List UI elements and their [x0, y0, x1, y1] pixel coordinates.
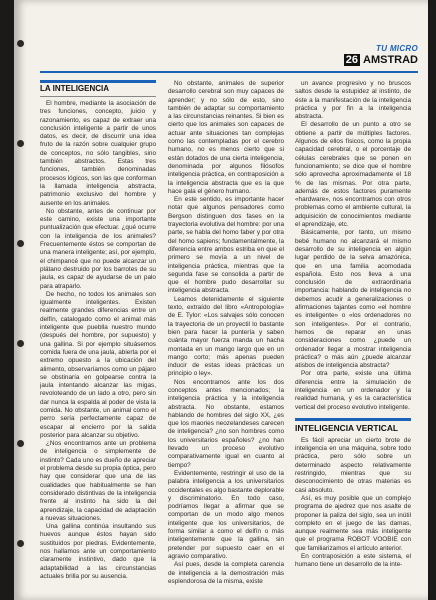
page-number: 26 — [345, 54, 358, 66]
paragraph: Por otra parte, existe una última diferencia entre la simulación de inteligencia en un ordenador y la realidad humana, y es la característica vertical del proceso evolutivo inteligente. — [295, 370, 411, 411]
paragraph: Una gallina continúa insultando sus huevos aunque éstos hayan sido sustituidos por piedras. Evidentemente, nos hallamos ante un comportamiento claramente instintivo, dado que la adaptabilidad a las circunstancias actuales brilla por su ausencia. — [40, 523, 156, 580]
header-rule — [40, 71, 418, 73]
section-name: TU MICRO — [376, 44, 418, 53]
column-2 — [168, 80, 284, 592]
paragraph: Básicamente, por tanto, un mismo bebé humano no alcanzará el mismo desarrollo de su inteligencia en algún lugar perdido de la selva amazónica, que en una familia acomodada española. Esto nos lleva a una conclusión de extraordinaria importancia: hablando de inteligencia no debemos acudir a generalizaciones o afirmaciones tajantes como «el hombre es inteligente» o «los ordenadores no son inteligentes». Por el contrario, hemos de reparar en unas consideraciones como ¿puede un ordenador llegar a mostrar inteligencia práctica? o más aún ¿puede alcanzar atisbos de inteligencia abstracta? — [295, 229, 411, 370]
page-header — [344, 44, 418, 66]
column-3 — [295, 80, 411, 592]
section-heading: LA INTELIGENCIA — [40, 80, 156, 97]
binder-hole — [17, 440, 24, 447]
paragraph: Así pues, desde la completa carencia de inteligencia a la demostración más esplendorosa de la misma, existe — [168, 561, 284, 585]
binder-hole — [17, 140, 24, 147]
paragraph: En este sentido, es importante hacer notar que algunos pensadores como Bergson distinguen dos fases en la trayectoria evolutiva del hombre: por una parte, se habla del homo faber y por otra del homo sapiens; fundamentalmente, la diferencia entre ambos estriba en que el primero se movía a un nivel de inteligencia práctica, mientras que la segunda fase se consolida a partir de que el hombre pudo desarrollar su inteligencia abstracta. — [168, 196, 284, 295]
paragraph: En contraposición a este sistema, el humano tiene un desarrollo de la inte- — [295, 553, 411, 569]
paragraph: Nos encontramos ante los dos conceptos antes mencionados; la inteligencia práctica y la inteligencia abstracta. No obstante, estamos hablando de hombres del siglo XX, ¿es que los maories neozelandeses carecen de inteligencia? ¿no son hombres como los universitarios españoles? ¿no han llevado un proceso evolutivo comparativamente igual en cuanto al tiempo? — [168, 378, 284, 469]
column-1 — [40, 80, 156, 592]
paragraph: Es fácil apreciar un cierto brote de inteligencia en una máquina, sobre todo práctica, pero sólo sobre un determinado aspecto relativamente restringido, mientras que su desconocimiento de otras materias es casi absoluto. — [295, 436, 411, 494]
paragraph: De hecho, no todos los animales son igualmente inteligentes. Existen realmente grandes diferencias entre un delfín, catalogado como el animal más inteligente que pueblla nuestro mundo (después del hombre, por supuesto) y una gallina. Si por ejemplo situásemos comida fuera de una jaula, abierta por el extremo opuesto a la ubicación del alimento, observaríamos como un pájaro se obstinaría en golpearse contra la jaula intentando alcanzar las migas, revoloteando de un lado a otro, pero sin dar nunca la espalda al poder de vista la comida. No obstante, un animal como el perro sería perfectamente capaz de escapar al encierro por la salida posterior para alcanzar su objetivo. — [40, 290, 156, 439]
binder-hole — [17, 540, 24, 547]
paragraph: ¿Nos encontramos ante un problema de inteligencia o simplemente de instinto? Cada uno es dueño de apreciar el problema desde su propia óptica, pero hay que considerar que una de las cualidades que habitualmente se han considerado distintivas de la inteligencia frente al instinto ha sido la del aprendizaje, la capacidad de adaptación a nuevas situaciones. — [40, 440, 156, 522]
binder-hole — [17, 340, 24, 347]
paragraph: El hombre, mediante la asociación de tres funciones, concepto, juicio y razonamiento, es capaz de extraer una conclusión inteligente a partir de unos datos, es decir, de discurrir una idea fruto de la razón sobre cualquier grupo de conceptos, no sólo tangibles, sino también abstractos. Estas tres funciones, también denominadas procesos lógicos, son las que conforman la llamada inteligencia abstracta, patrimonio exclusivo del hombre y ausente en los animales. — [40, 100, 156, 207]
section-heading: INTELIGENCIA VERTICAL — [295, 418, 411, 433]
brand-name: AMSTRAD — [363, 54, 418, 66]
paragraph: El desarrollo de un punto a otro se obtiene a partir de múltiples factores. Algunos de ellos físicos, como la propia capacidad cerebral, o el porcentaje de células cerebrales que se ponen en funcionamiento; se dice que el hombre sólo aprovecha aproximadamente el 18 % de las mismas. Por otra parte, además de estos factores puramente «hardware», nos encontramos con otros problemas como el ambiente cultural, la adquisición de conocimientos mediante el aprendizaje, etc. — [295, 121, 411, 229]
masthead — [344, 54, 418, 66]
magazine-page — [14, 0, 428, 600]
paragraph: Leamos detenidamente el siguiente texto, extraído del libro «Antropología» de E. Tylor: «Los salvajes sólo conocen la trayectoria de un proyectil lo bastante bien para hacer la puntería y saben cuánta mayor fuerza manda un hacha montada en un mango largo que en un mango corto; más apenas pueden inducir de estas ideas prácticas un principio o ley». — [168, 295, 284, 378]
binder-hole — [17, 40, 24, 47]
paragraph: Evidentemente, restringir el uso de la palabra inteligencia a los universitarios occidentales es algo bastante deplorable y discriminatorio. En todo caso, podríamos llegar a afirmar que se comportan de un modo algo menos inteligente que los universitarios, de forma similar a como el delfín o más inteligentemente que la gallina, sin pretender por supuesto caer en el agravio comparativo. — [168, 469, 284, 560]
paragraph: Así, es muy posible que un complejo programa de ajedrez que nos asalte de proponer la paliza del siglo, sea un inútil completo en el juego de las damas, aunque realmente sea más inteligente que el programa ROBOT VOOBIE con que familiarizamos el artículo anterior. — [295, 494, 411, 552]
paragraph: No obstante, antes de continuar por este camino, existe una importante puntualización que efectuar. ¿qué ocurre con la inteligencia de los animales? Frecuentemente éstos se comportan de una manera inteligente; así, por ejemplo, el chimpancé que no puede alcanzar un plátano destruido por los barrotes de su jaula, es capaz de ayudarse de un palo para atraparlo. — [40, 207, 156, 290]
paragraph: No obstante, animales de superior desarrollo cerebral son muy capaces de aprender; y no sólo de esto, sino también de adaptar su comportamiento a las circunstancias reinantes. Si bien es cierto que los animales son capaces de actuar ante situaciones tan complejas como las contempladas por el cerebro humano, no es menos cierto que si están dotados de una cierta inteligencia, denominada por algunos filósofos inteligencia práctica, en contraposición a la inteligencia abstracta que es la que hace gala el género humano. — [168, 80, 284, 195]
binder-hole — [17, 240, 24, 247]
paragraph: un avance progresivo y no bruscos saltos desde la estupidez al instinto, de éste a la manifestación de la inteligencia práctica y por fin a la inteligencia abstracta. — [295, 80, 411, 121]
binder-holes — [14, 0, 30, 600]
